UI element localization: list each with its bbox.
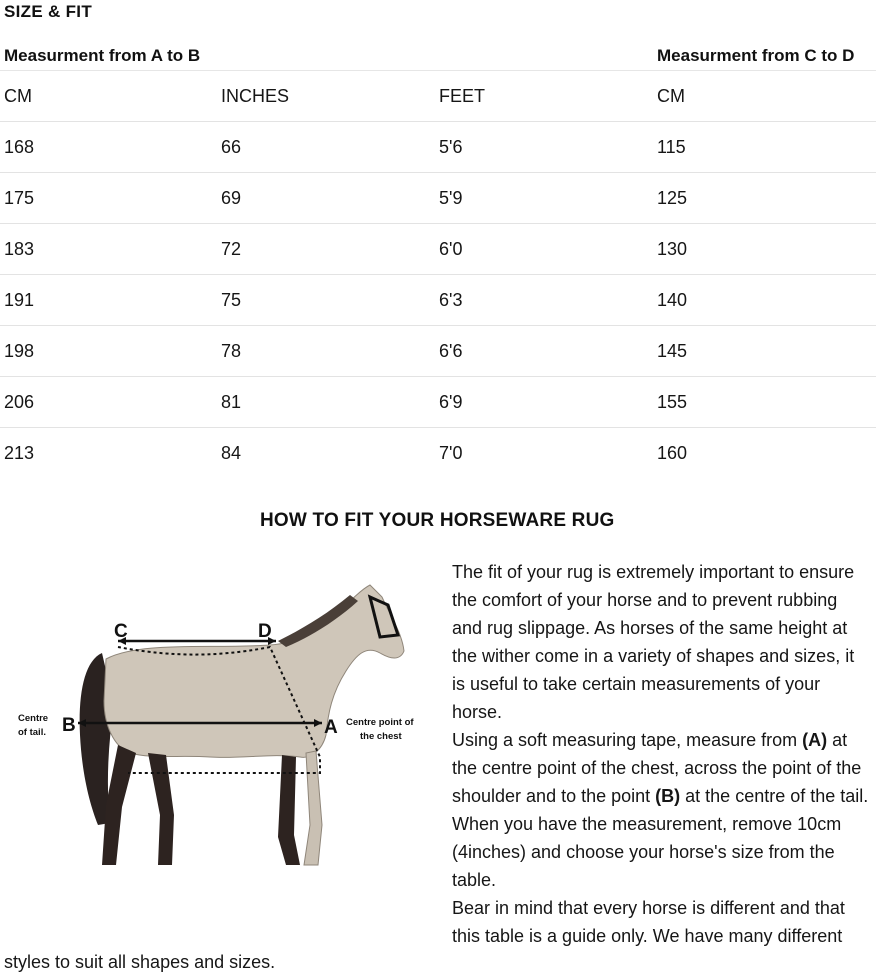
text-span: at the centre of the tail. When you have the measurement, remove 10cm (4inches) and choose your horse's size from the table.: [452, 786, 869, 890]
table-cell: 5'6: [439, 137, 463, 157]
table-cell: 81: [221, 392, 242, 412]
fit-guide-title: HOW TO FIT YOUR HORSEWARE RUG: [260, 510, 615, 531]
point-d-label: D: [258, 621, 272, 642]
instructions-paragraph-2: [452, 726, 872, 894]
fit-instructions: [452, 558, 872, 950]
point-a-ref: (A): [802, 730, 828, 750]
table-cell: 115: [657, 137, 686, 157]
table-cell: 198: [4, 341, 35, 361]
horse-measurement-diagram: [10, 575, 440, 895]
size-table: [0, 40, 876, 478]
instructions-paragraph-3: Bear in mind that every horse is different and that this table is a guide only. We have many different: [452, 898, 845, 946]
table-cell: 160: [657, 443, 688, 463]
table-cell: 183: [4, 239, 35, 259]
table-cell: 140: [657, 290, 688, 310]
table-cell: 69: [221, 188, 242, 208]
column-header-cm: CM: [4, 86, 32, 106]
table-cell: 6'6: [439, 341, 463, 361]
table-cell: 5'9: [439, 188, 463, 208]
column-header-feet: FEET: [439, 86, 486, 106]
point-b-label: B: [62, 715, 76, 736]
label-centre-tail-1: Centre: [18, 713, 49, 724]
table-cell: 6'3: [439, 290, 463, 310]
label-centre-chest-1: Centre point of: [346, 717, 414, 728]
table-cell: 84: [221, 443, 242, 463]
table-cell: 6'0: [439, 239, 463, 259]
table-cell: 78: [221, 341, 242, 361]
table-cell: 206: [4, 392, 35, 412]
label-centre-chest-2: the chest: [360, 731, 402, 742]
table-row: [0, 428, 876, 478]
group-label-c-to-d: Measurment from C to D: [657, 46, 855, 65]
table-row: [0, 122, 876, 173]
table-cell: 125: [657, 188, 688, 208]
column-header-cm-cd: CM: [657, 86, 685, 106]
table-row: [0, 173, 876, 224]
table-cell: 175: [4, 188, 35, 208]
table-cell: 6'9: [439, 392, 463, 412]
table-cell: 130: [657, 239, 688, 259]
table-row: [0, 224, 876, 275]
point-b-ref: (B): [655, 786, 681, 806]
group-label-a-to-b: Measurment from A to B: [4, 46, 201, 65]
horse-body: [104, 585, 404, 757]
instructions-paragraph-1: The fit of your rug is extremely important to ensure the comfort of your horse and to prevent rubbing and rug slippage. As horses of the same height at the wither come in a variety of shapes and sizes, it is useful to take certain measurements of your horse.: [452, 562, 855, 722]
table-row: [0, 275, 876, 326]
horse-leg-hind-2: [148, 753, 174, 865]
text-span: Using a soft measuring tape, measure from: [452, 730, 803, 750]
column-header-inches: INCHES: [221, 86, 290, 106]
label-centre-tail-2: of tail.: [18, 727, 46, 738]
instructions-last-line: styles to suit all shapes and sizes.: [4, 952, 276, 972]
table-cell: 75: [221, 290, 242, 310]
table-row: [0, 377, 876, 428]
point-c-label: C: [114, 621, 128, 642]
text-span: at the centre point of the chest, across the point of the shoulder and to the point: [452, 730, 862, 806]
table-cell: 145: [657, 341, 688, 361]
table-header-row: [0, 71, 876, 122]
table-row: [0, 326, 876, 377]
table-cell: 66: [221, 137, 242, 157]
section-title: SIZE & FIT: [4, 2, 92, 21]
table-cell: 191: [4, 290, 35, 310]
table-cell: 155: [657, 392, 688, 412]
table-cell: 213: [4, 443, 35, 463]
table-group-header: [0, 40, 876, 71]
table-cell: 72: [221, 239, 242, 259]
table-cell: 168: [4, 137, 35, 157]
table-cell: 7'0: [439, 443, 463, 463]
point-a-label: A: [324, 717, 338, 738]
horse-leg-front: [278, 755, 300, 865]
